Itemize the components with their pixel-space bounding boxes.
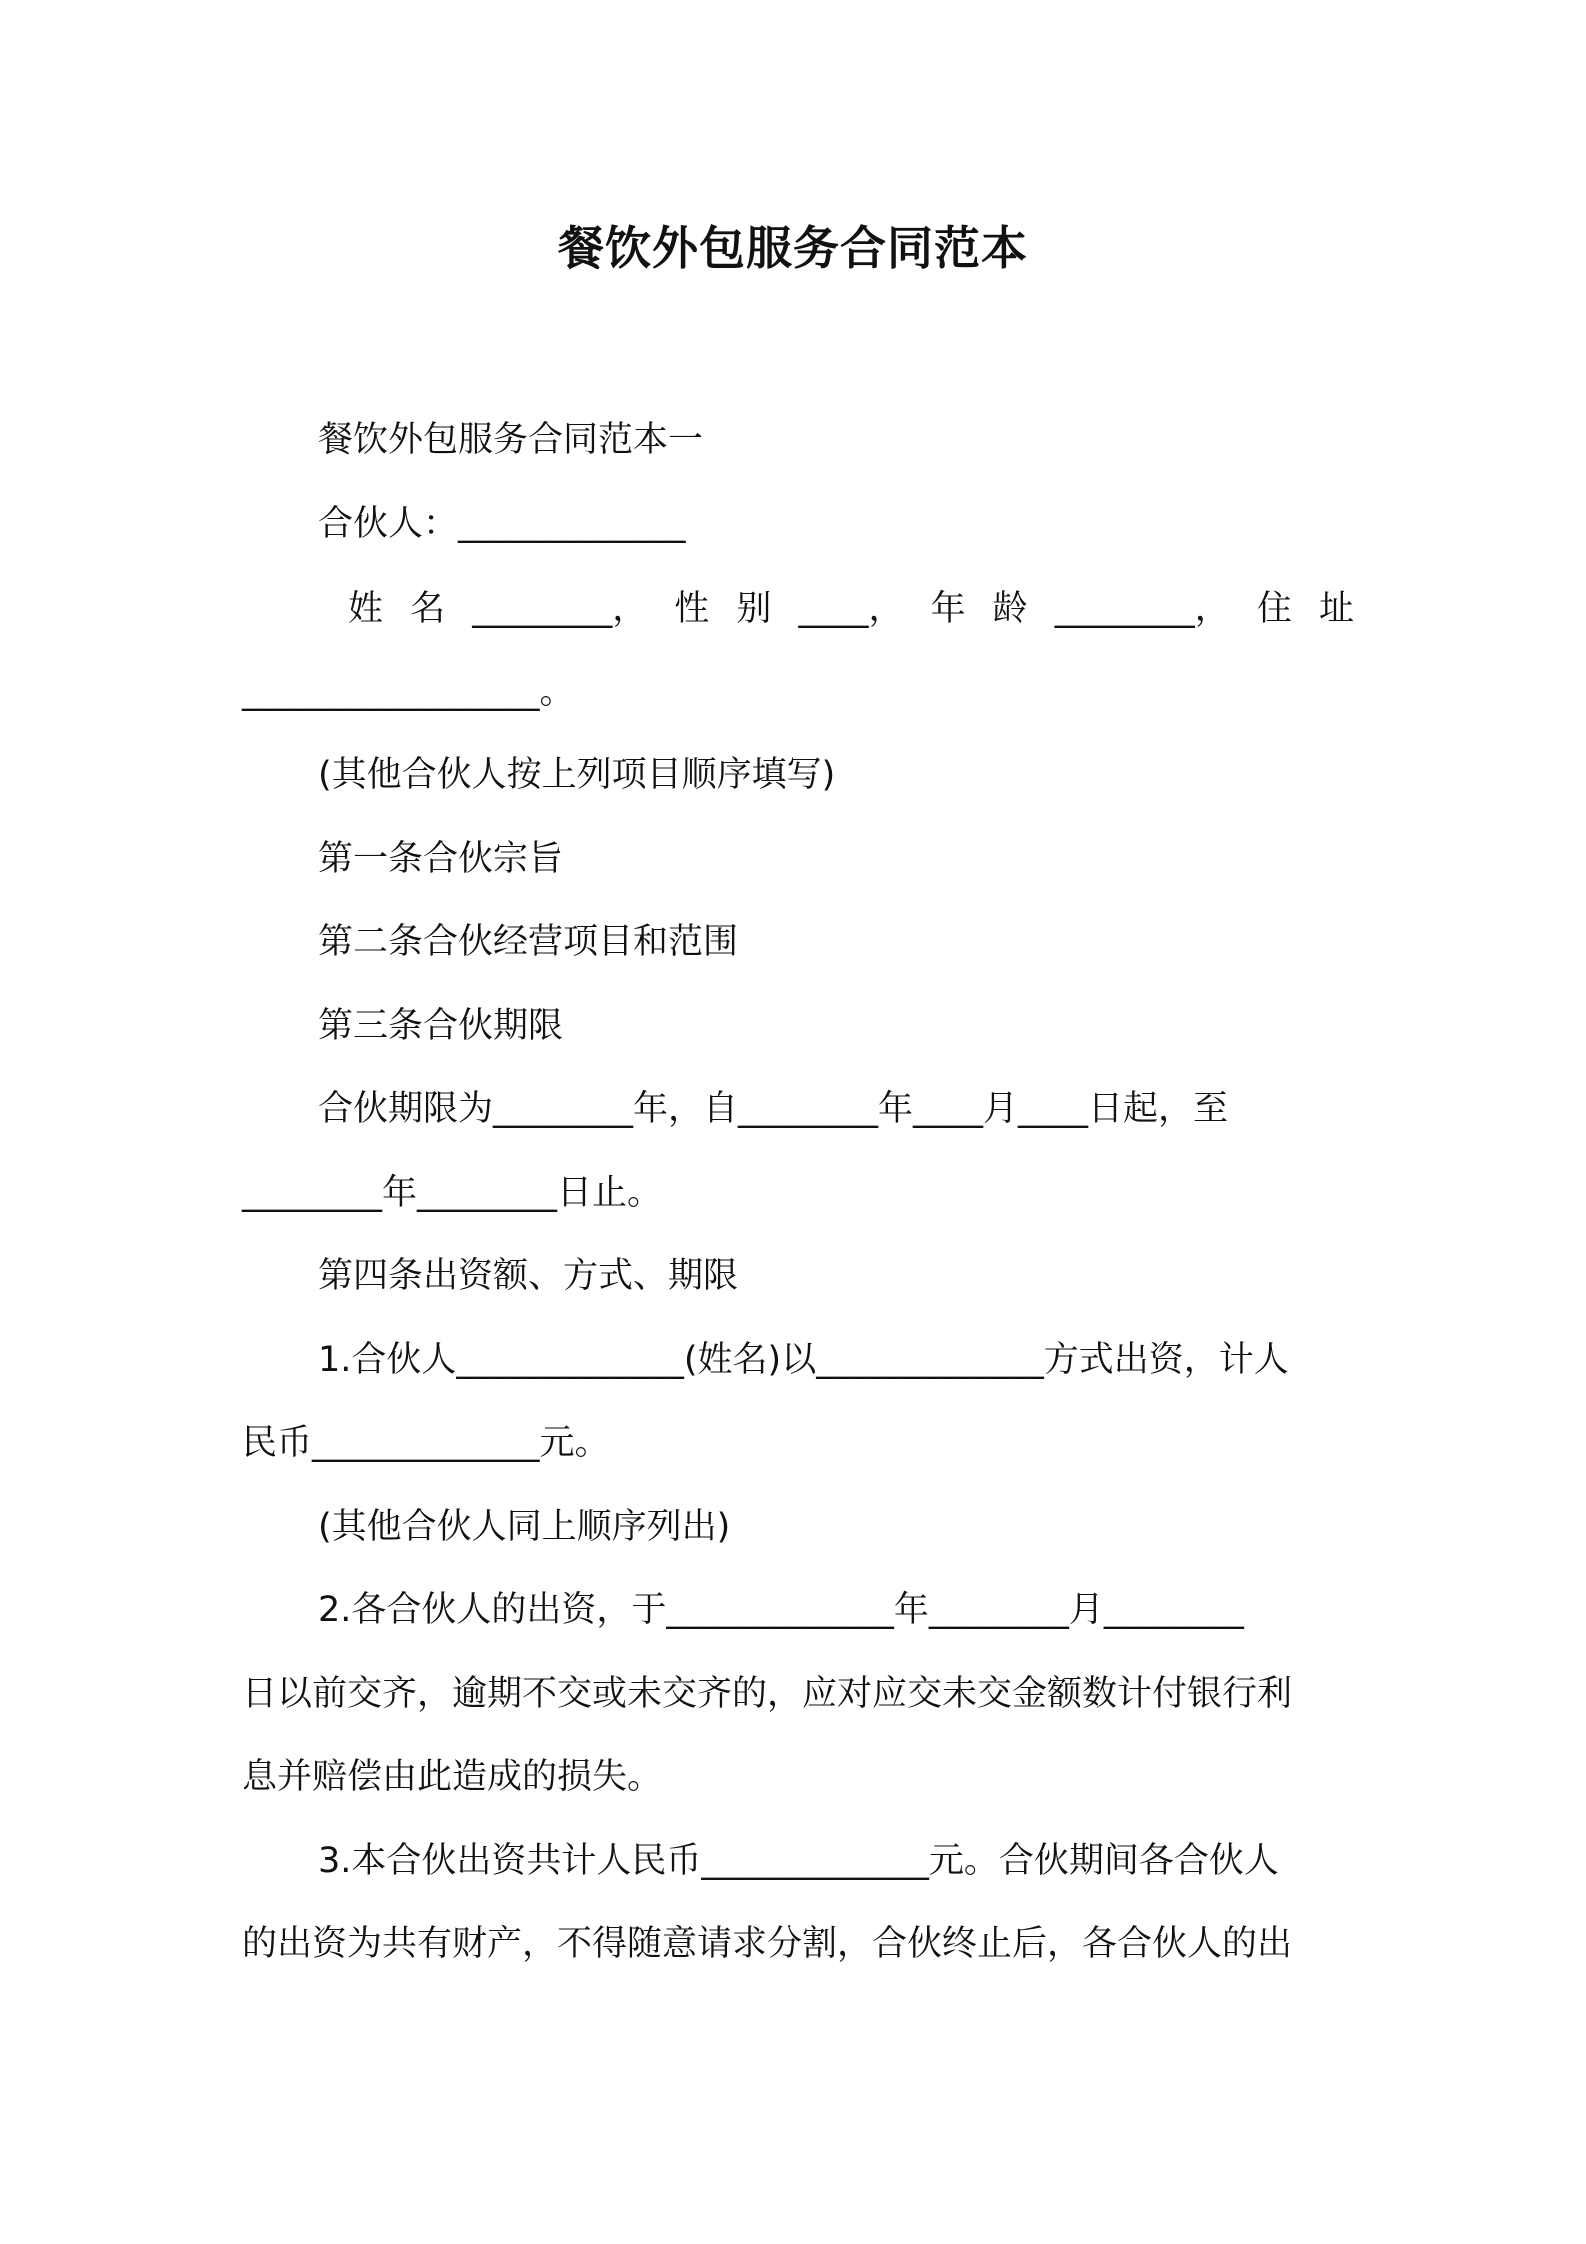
partner-info-word: 龄 <box>992 589 1028 629</box>
partner-info-line <box>348 584 1354 634</box>
payment-clause-line-1: 2.各合伙人的出资，于_____________年________月________ <box>318 1590 1244 1630</box>
partner-info-word: 性 <box>674 589 710 629</box>
article-four-heading: 第四条出资额、方式、期限 <box>318 1256 739 1296</box>
partner-line: 合伙人：_____________ <box>318 504 686 544</box>
contribution-clause-line-1: 1.合伙人_____________(姓名)以_____________方式出资，计人 <box>318 1340 1289 1380</box>
term-clause-line-2: ________年________日止。 <box>242 1173 663 1213</box>
section-heading-sample-one: 餐饮外包服务合同范本一 <box>318 420 704 460</box>
article-one-heading: 第一条合伙宗旨 <box>318 839 564 879</box>
total-capital-clause-line-2: 的出资为共有财产，不得随意请求分割，合伙终止后，各合伙人的出 <box>242 1924 1293 1964</box>
address-blank-line: _________________。 <box>242 672 575 712</box>
document-title: 餐饮外包服务合同范本 <box>558 221 1028 275</box>
partner-info-word: ________， <box>472 589 648 629</box>
note-same-order: (其他合伙人同上顺序列出) <box>318 1507 731 1547</box>
partner-info-word: 住 <box>1256 589 1292 629</box>
partner-info-word: 年 <box>930 589 966 629</box>
payment-clause-line-3: 息并赔偿由此造成的损失。 <box>242 1757 663 1797</box>
article-three-heading: 第三条合伙期限 <box>318 1006 564 1046</box>
contribution-clause-line-2: 民币_____________元。 <box>242 1423 610 1463</box>
partner-info-word: 别 <box>736 589 772 629</box>
article-two-heading: 第二条合伙经营项目和范围 <box>318 922 739 962</box>
partner-info-word: ____， <box>798 589 904 629</box>
partner-info-word: 姓 <box>348 589 384 629</box>
term-clause-line-1: 合伙期限为________年，自________年____月____日起，至 <box>318 1089 1229 1129</box>
note-other-partners: (其他合伙人按上列项目顺序填写) <box>318 755 836 795</box>
partner-info-word: ________， <box>1054 589 1230 629</box>
total-capital-clause-line-1: 3.本合伙出资共计人民币_____________元。合伙期间各合伙人 <box>318 1841 1279 1881</box>
partner-info-word: 址 <box>1318 589 1354 629</box>
payment-clause-line-2: 日以前交齐，逾期不交或未交齐的，应对应交未交金额数计付银行利 <box>242 1674 1293 1714</box>
partner-info-word: 名 <box>410 589 446 629</box>
